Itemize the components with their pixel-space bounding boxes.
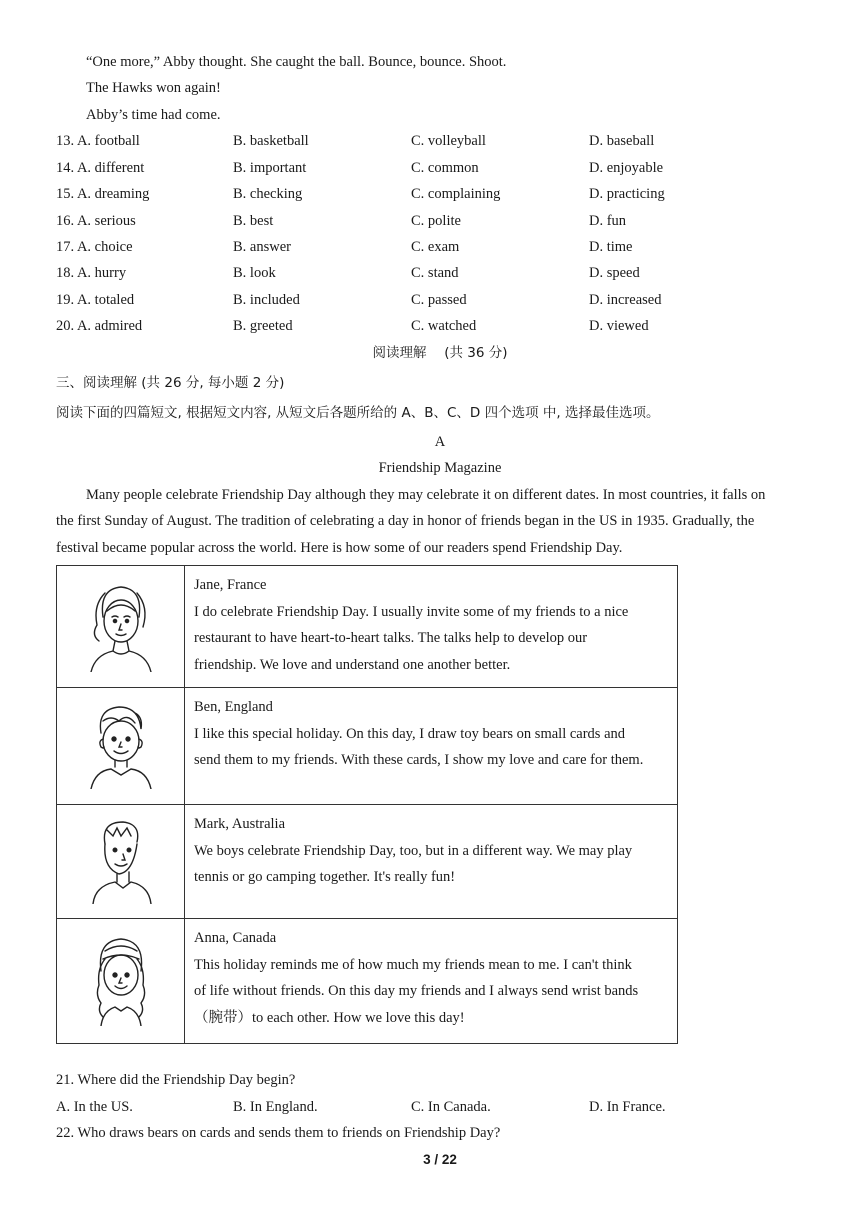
reader-text [185,688,678,805]
option-20a: 20. A. admired [56,318,143,334]
option-18c: C. stand [411,265,459,281]
intro-line-1: Many people celebrate Friendship Day although they may celebrate it on different dates. In most countries, it falls on [86,487,766,503]
option-15d: D. practicing [589,186,665,202]
reader-text [185,805,678,919]
option-18a: 18. A. hurry [56,265,127,281]
reader-line: of life without friends. On this day my friends and I always send wrist bands [194,983,639,999]
option-19a: 19. A. totaled [56,292,135,308]
reader-line: （腕带）to each other. How we love this day! [194,1009,465,1026]
option-17d: D. time [589,239,633,255]
question-21-option-b: B. In England. [233,1099,318,1115]
option-17b: B. answer [233,239,291,255]
option-14d: D. enjoyable [589,160,664,176]
reader-row [57,566,678,688]
option-14b: B. important [233,160,307,176]
question-21-stem: 21. Where did the Friendship Day begin? [56,1072,296,1088]
option-16c: C. polite [411,213,461,229]
option-16b: B. best [233,213,274,229]
reader-row [57,805,678,919]
reader-name: Ben, England [194,699,273,715]
option-16a: 16. A. serious [56,213,136,229]
question-21-option-d: D. In France. [589,1099,666,1115]
option-17a: 17. A. choice [56,239,133,255]
option-18d: D. speed [589,265,640,281]
intro-line-2: the first Sunday of August. The tradition of celebrating a day in honor of friends began in the US in 1935. Gradually, the [56,513,755,529]
question-21-option-c: C. In Canada. [411,1099,491,1115]
option-16d: D. fun [589,213,627,229]
reader-portrait [57,919,185,1044]
reader-line: This holiday reminds me of how much my friends mean to me. I can't think [194,956,632,973]
option-15c: C. complaining [411,186,501,202]
option-15a: 15. A. dreaming [56,186,150,202]
reader-line: friendship. We love and understand one another better. [194,656,511,673]
option-13c: C. volleyball [411,133,486,149]
girl-portrait-icon [81,577,161,672]
option-20c: C. watched [411,318,477,334]
section-heading: 阅读理解 (共 36 分) [372,345,508,361]
option-17c: C. exam [411,239,460,255]
reader-line: send them to my friends. With these cards, I show my love and care for them. [194,752,644,768]
readers-table [56,565,678,1044]
passage-title: Friendship Magazine [378,460,502,476]
boy-portrait-icon [81,814,161,904]
reader-line: I like this special holiday. On this day, I draw toy bears on small cards and [194,725,625,742]
option-19c: C. passed [411,292,467,308]
option-19d: D. increased [589,292,662,308]
story-line-3: Abby’s time had come. [86,107,221,123]
option-18b: B. look [233,265,276,281]
intro-line-3: festival became popular across the world. Here is how some of our readers spend Friendship Day. [56,540,623,556]
option-15b: B. checking [233,186,303,202]
reader-portrait [57,688,185,805]
option-20b: B. greeted [233,318,293,334]
option-13b: B. basketball [233,133,309,149]
reader-name: Jane, France [194,577,267,593]
reader-line: We boys celebrate Friendship Day, too, but in a different way. We may play [194,842,633,859]
reader-portrait [57,805,185,919]
story-line-1: “One more,” Abby thought. She caught the ball. Bounce, bounce. Shoot. [86,54,507,70]
part3-instructions: 阅读下面的四篇短文, 根据短文内容, 从短文后各题所给的 A、B、C、D 四个选项 中, 选择最佳选项。 [56,405,660,421]
reader-text [185,566,678,688]
girl-braids-portrait-icon [81,931,161,1026]
question-21-option-a: A. In the US. [56,1099,133,1115]
story-line-2: The Hawks won again! [86,80,221,96]
reader-line: tennis or go camping together. It's really fun! [194,869,456,885]
passage-letter: A [434,434,446,450]
reader-line: restaurant to have heart-to-heart talks. The talks help to develop our [194,630,588,646]
option-19b: B. included [233,292,300,308]
option-13a: 13. A. football [56,133,140,149]
question-22-stem: 22. Who draws bears on cards and sends them to friends on Friendship Day? [56,1125,501,1141]
reader-text [185,919,678,1044]
reader-row [57,688,678,805]
reader-row [57,919,678,1044]
reader-line: I do celebrate Friendship Day. I usually invite some of my friends to a nice [194,603,629,620]
reader-name: Anna, Canada [194,930,277,946]
reader-name: Mark, Australia [194,816,286,832]
page-number: 3 / 22 [423,1152,457,1167]
option-13d: D. baseball [589,133,655,149]
reader-portrait [57,566,185,688]
boy-portrait-icon [81,699,161,789]
part3-title: 三、阅读理解 (共 26 分, 每小题 2 分) [56,375,285,391]
option-20d: D. viewed [589,318,649,334]
option-14c: C. common [411,160,479,176]
option-14a: 14. A. different [56,160,145,176]
